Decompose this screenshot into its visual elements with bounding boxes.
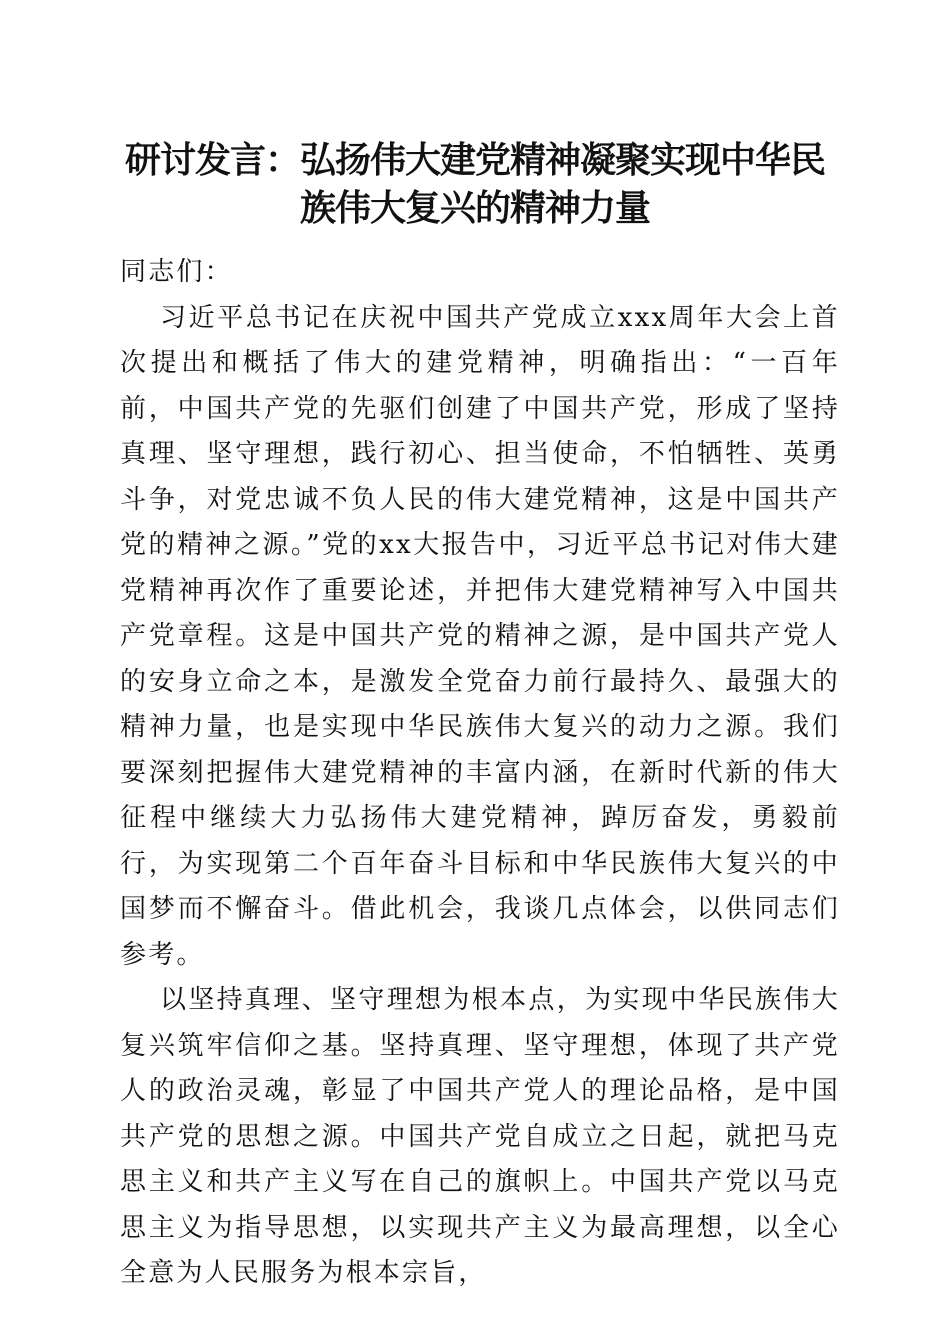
document-title	[100, 136, 850, 232]
title-line-2: 族伟大复兴的精神力量	[299, 187, 650, 229]
paragraph-1: 习近平总书记在庆祝中国共产党成立xxx周年大会上首次提出和概括了伟大的建党精神，明确指出：“一百年前，中国共产党的先驱们创建了中国共产党，形成了坚持真理、坚守理想，践行初心、担当使命，不怕牺牲、英勇斗争，对党忠诚不负人民的伟大建党精神，这是中国共产党的精神之源。”党的xx大报告中，习近平总书记对伟大建党精神再次作了重要论述，并把伟大建党精神写入中国共产党章程。这是中国共产党的精神之源，是中国共产党人的安身立命之本，是激发全党奋力前行最持久、最强大的精神力量，也是实现中华民族伟大复兴的动力之源。我们要深刻把握伟大建党精神的丰富内涵，在新时代新的伟大征程中继续大力弘扬伟大建党精神，踔厉奋发，勇毅前行，为实现第二个百年奋斗目标和中华民族伟大复兴的中国梦而不懈奋斗。借此机会，我谈几点体会，以供同志们参考。	[120, 302, 840, 970]
paragraph-2: 以坚持真理、坚守理想为根本点，为实现中华民族伟大复兴筑牢信仰之基。坚持真理、坚守理想，体现了共产党人的政治灵魂，彰显了中国共产党人的理论品格，是中国共产党的思想之源。中国共产党自成立之日起，就把马克思主义和共产主义写在自己的旗帜上。中国共产党以马克思主义为指导思想，以实现共产主义为最高理想，以全心全意为人民服务为根本宗旨，	[120, 985, 840, 1288]
title-line-1: 研讨发言：弘扬伟大建党精神凝聚实现中华民	[124, 139, 825, 181]
document-body	[120, 250, 840, 1297]
salutation: 同志们：	[120, 257, 233, 287]
